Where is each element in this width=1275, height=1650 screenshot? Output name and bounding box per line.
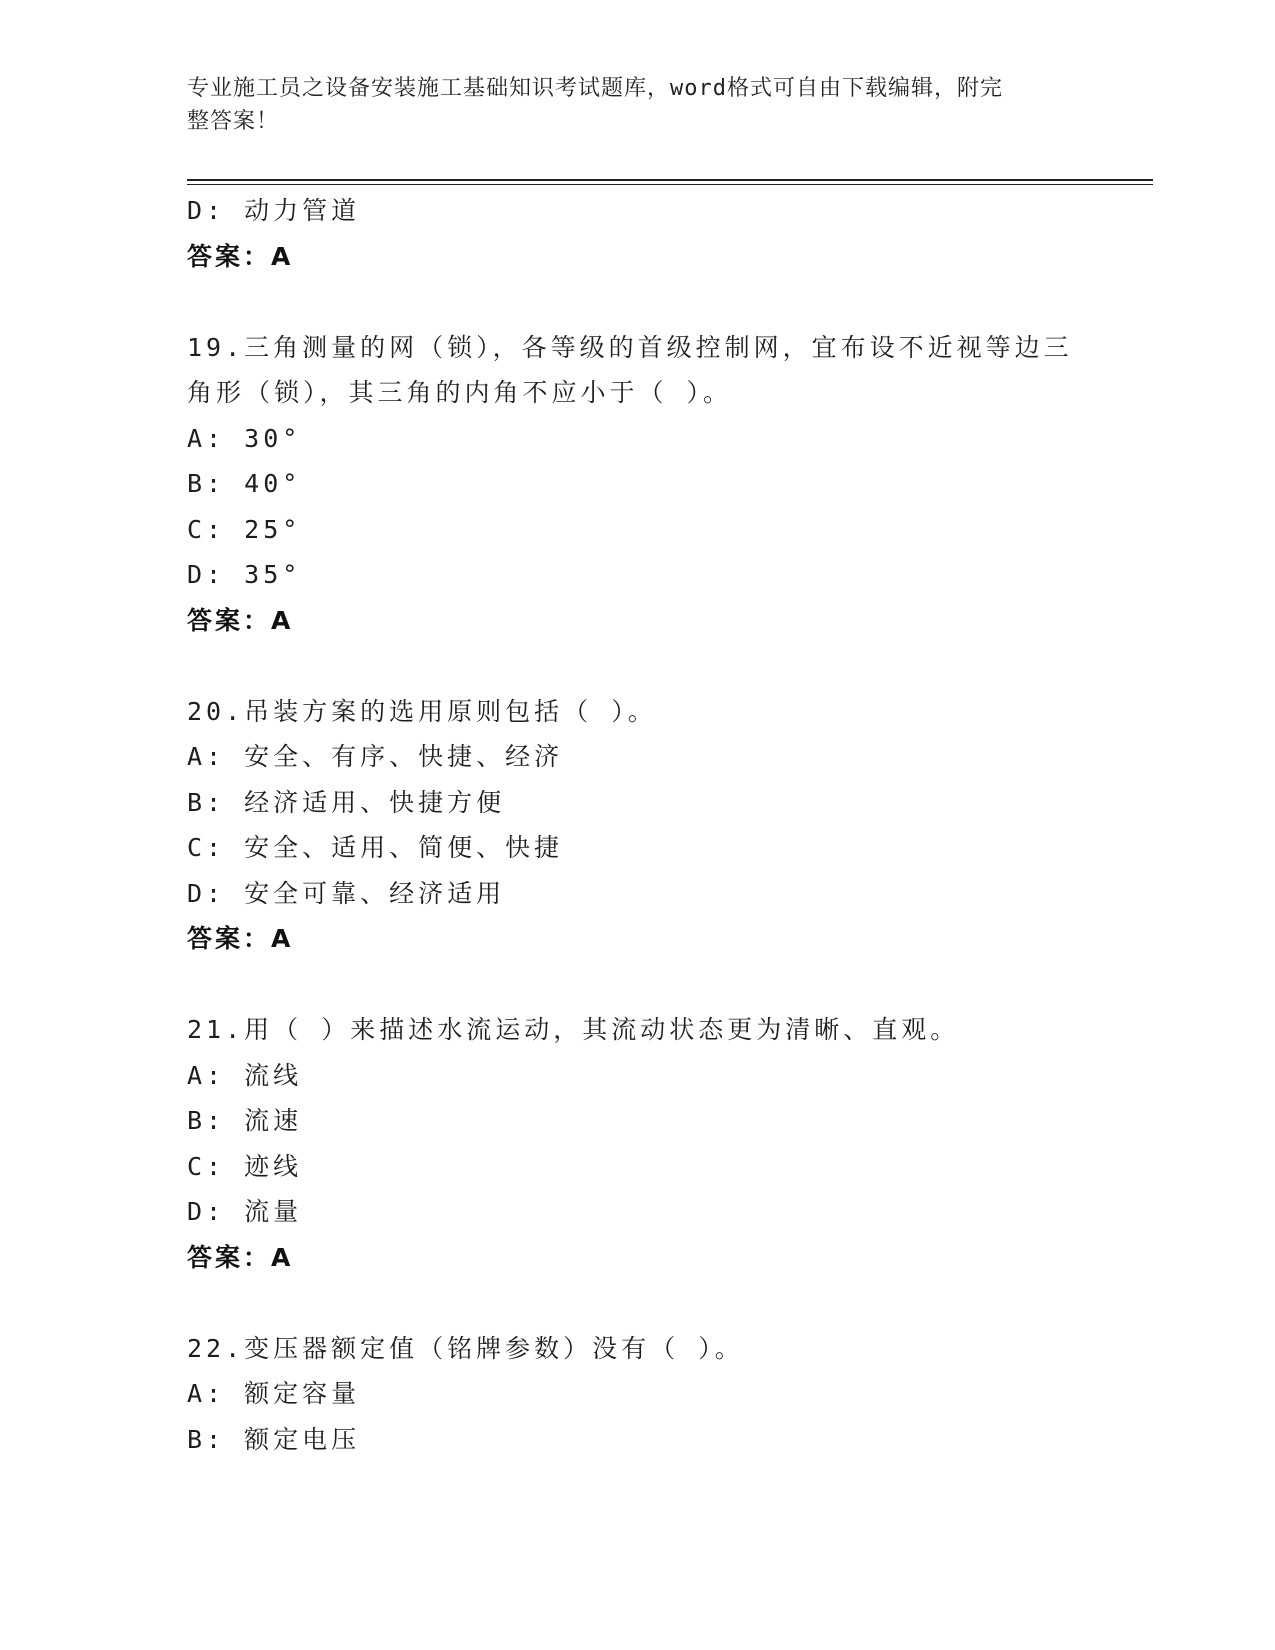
- document-header: [187, 72, 1067, 138]
- answer-line: 答案：A: [187, 924, 294, 953]
- option-c: C: 迹线: [187, 1151, 303, 1181]
- spacer: [187, 643, 1087, 689]
- question-text-continued: 角形（锁），其三角的内角不应小于（ ）。: [187, 378, 733, 407]
- header-title-line-2: 整答案！: [187, 109, 280, 134]
- option-b: B: 额定电压: [187, 1424, 361, 1454]
- option-a: A: 额定容量: [187, 1379, 361, 1408]
- spacer: [187, 1280, 1087, 1326]
- spacer: [187, 279, 1087, 325]
- question-text: 19.三角测量的网（锁），各等级的首级控制网，宜布设不近视等边三: [187, 332, 1073, 362]
- question-text: 20.吊装方案的选用原则包括（ ）。: [187, 696, 657, 726]
- answer-line: 答案：A: [187, 605, 294, 635]
- question-block: [187, 1326, 1087, 1463]
- option-b: B: 流速: [187, 1106, 303, 1135]
- option-d: D: 流量: [187, 1197, 303, 1226]
- question-text: 21.用（ ）来描述水流运动，其流动状态更为清晰、直观。: [187, 1015, 960, 1044]
- spacer: [187, 962, 1087, 1008]
- option-d: D: 动力管道: [187, 196, 361, 225]
- option-b: B: 经济适用、快捷方便: [187, 787, 506, 817]
- option-d: D: 安全可靠、经济适用: [187, 878, 506, 908]
- option-c: C: 25°: [187, 514, 302, 544]
- question-text: 22.变压器额定值（铭牌参数）没有（ ）。: [187, 1333, 744, 1363]
- option-d: D: 35°: [187, 560, 302, 589]
- question-block: [187, 325, 1087, 644]
- answer-line: 答案：A: [187, 1242, 294, 1272]
- header-divider-thick: [187, 179, 1153, 181]
- answer-line: 答案：A: [187, 241, 294, 271]
- option-a: A: 安全、有序、快捷、经济: [187, 742, 564, 771]
- option-a: A: 30°: [187, 423, 302, 453]
- option-b: B: 40°: [187, 469, 302, 498]
- question-block: [187, 689, 1087, 962]
- question-block: [187, 1007, 1087, 1280]
- header-title-line-1: 专业施工员之设备安装施工基础知识考试题库，word格式可自由下载编辑，附完: [187, 76, 1003, 101]
- option-a: A: 流线: [187, 1060, 303, 1090]
- option-c: C: 安全、适用、简便、快捷: [187, 833, 564, 862]
- document-body: [187, 188, 1087, 1462]
- header-divider-thin: [187, 184, 1153, 185]
